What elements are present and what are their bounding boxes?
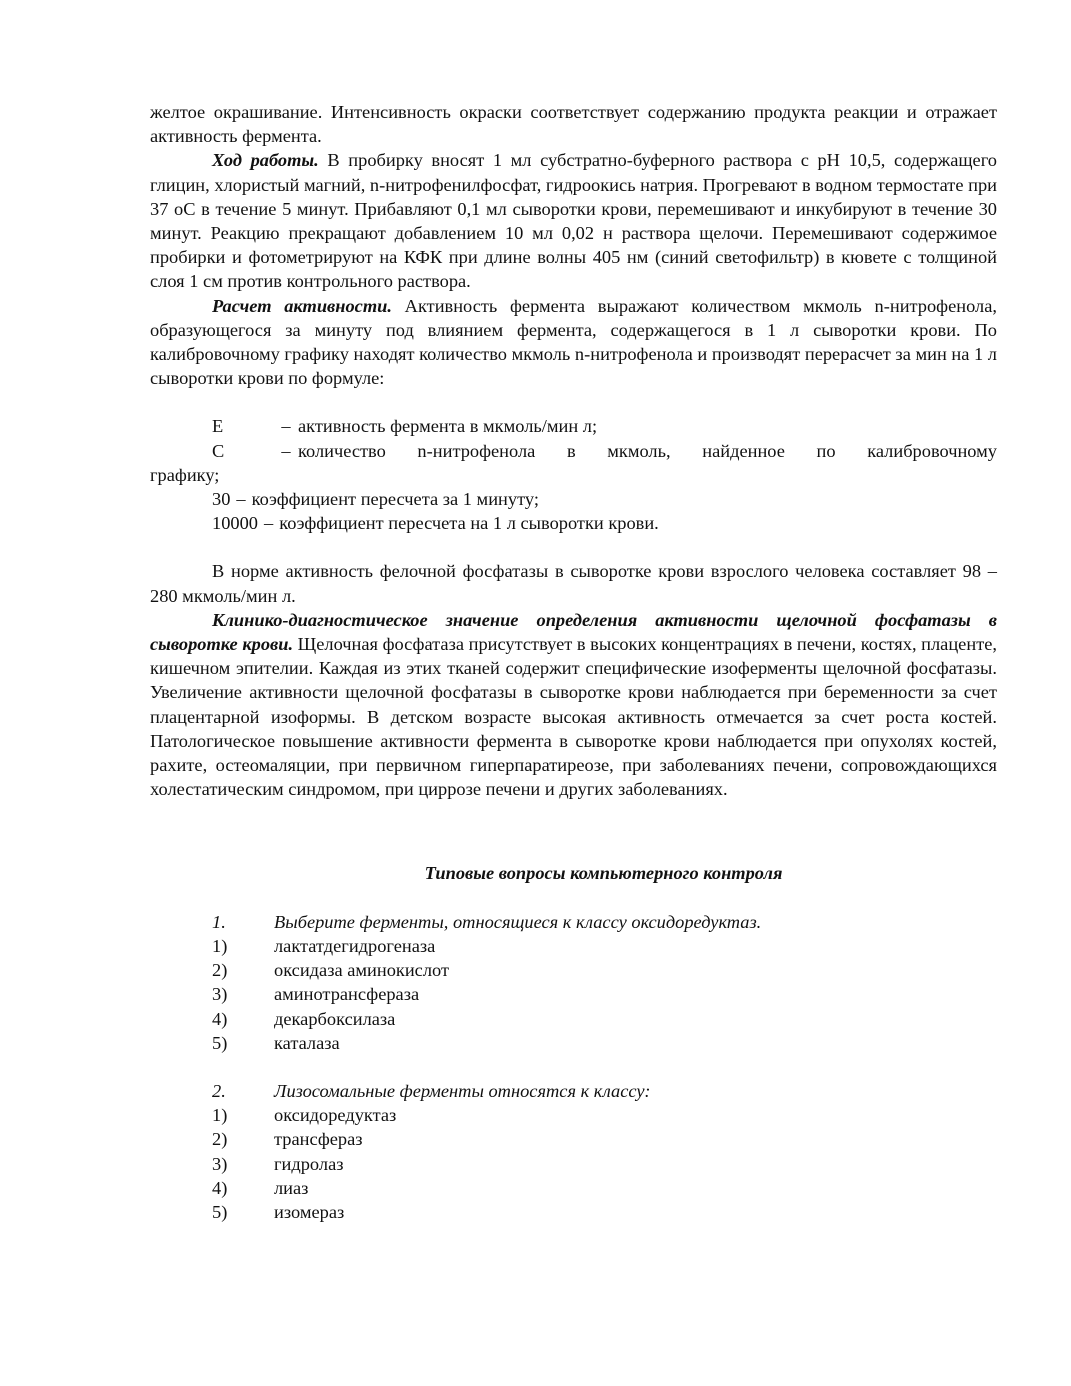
legend-dash: – xyxy=(281,440,291,461)
option-number: 1) xyxy=(212,1105,228,1126)
question-gap-2 xyxy=(150,1055,997,1079)
clinical-paragraph xyxy=(150,608,997,802)
legend-continuation-c: графику; xyxy=(150,464,220,485)
question-text: Выберите ферменты, относящиеся к классу оксидоредуктаз. xyxy=(274,911,762,932)
option-number: 5) xyxy=(212,1032,228,1053)
option-row xyxy=(150,1007,997,1031)
legend-row-30 xyxy=(150,487,997,511)
option-number: 4) xyxy=(212,1008,228,1029)
option-row xyxy=(150,958,997,982)
option-number: 2) xyxy=(212,1129,228,1150)
option-number: 4) xyxy=(212,1177,228,1198)
question-1-title xyxy=(150,910,997,934)
option-number: 5) xyxy=(212,1201,228,1222)
heading-gap xyxy=(150,801,997,861)
option-number: 2) xyxy=(212,960,228,981)
formula-gap xyxy=(150,390,997,414)
legend-row-10000 xyxy=(150,511,997,535)
legend-symbol-10000: 10000 xyxy=(212,513,258,534)
legend-symbol-c: С xyxy=(212,440,225,461)
option-text: декарбоксилаза xyxy=(274,1008,396,1029)
legend-dash: – xyxy=(281,416,291,437)
option-number: 3) xyxy=(212,1153,228,1174)
legend-row-e xyxy=(150,414,997,438)
question-2-title xyxy=(150,1079,997,1103)
option-row xyxy=(150,1152,997,1176)
legend-text-e: активность фермента в мкмоль/мин л; xyxy=(298,416,598,437)
option-text: оксидаза аминокислот xyxy=(274,960,450,981)
norm-gap xyxy=(150,535,997,559)
procedure-label: Ход работы. xyxy=(212,150,319,171)
norm-text: В норме активность фелочной фосфатазы в сыворотке крови взрослого человека составляет 98 – 280 мкмоль/мин л. xyxy=(150,561,997,606)
calculation-paragraph xyxy=(150,294,997,391)
intro-paragraph xyxy=(150,100,997,148)
option-number: 1) xyxy=(212,935,228,956)
option-text: гидролаз xyxy=(274,1153,344,1174)
norm-paragraph xyxy=(150,559,997,607)
option-text: лактатдегидрогеназа xyxy=(274,935,436,956)
legend-text-c: количество n-нитрофенола в мкмоль, найденное по калибровочному xyxy=(298,440,997,461)
procedure-paragraph xyxy=(150,148,997,293)
calculation-text: Активность фермента выражают количеством мкмоль n-нитрофенола, образующегося за минуту под влиянием фермента, содержащегося в 1 л сыворотки крови. По калибровочному графику находят количество мкмоль n-нитрофенола и производят перерасчет за мин на 1 л сыворотки крови по формуле: xyxy=(150,295,997,389)
legend-symbol-30: 30 xyxy=(212,489,231,510)
legend-dash: – xyxy=(236,489,246,510)
option-text: каталаза xyxy=(274,1032,340,1053)
question-number: 2. xyxy=(212,1080,226,1101)
legend-row-c xyxy=(150,439,997,463)
legend-dash: – xyxy=(263,513,274,534)
question-number: 1. xyxy=(212,911,226,932)
question-2 xyxy=(150,1079,997,1224)
question-text: Лизосомальные ферменты относятся к классу: xyxy=(274,1080,651,1101)
option-row xyxy=(150,1127,997,1151)
option-text: изомераз xyxy=(274,1201,345,1222)
option-row xyxy=(150,1031,997,1055)
option-text: оксидоредуктаз xyxy=(274,1105,397,1126)
procedure-text: В пробирку вносят 1 мл субстратно-буферного раствора с pH 10,5, содержащего глицин, хлористый магний, n-нитрофенилфосфат, гидроокись натрия. Прогревают в водном термостате при 37 оС в течение 5 минут. Прибавляют 0,1 мл сыворотки крови, перемешивают и инкубируют в течение 30 минут. Реакцию прекращают добавлением 10 мл 0,02 н раствора щелочи. Перемешивают содержимое пробирки и фотометрируют на КФК при длине волны 405 нм (синий светофильтр) в кювете с толщиной слоя 1 см против контрольного раствора. xyxy=(150,150,997,292)
legend-text-30: коэффициент пересчета за 1 минуту; xyxy=(251,489,539,510)
intro-text: желтое окрашивание. Интенсивность окраски соответствует содержанию продукта реакции и отражает активность фермента. xyxy=(150,102,997,147)
option-number: 3) xyxy=(212,984,228,1005)
clinical-label: Клинико-диагностическое значение определения активности щелочной фосфатазы в сыворотке крови. xyxy=(150,609,997,655)
option-text: трансфераз xyxy=(274,1129,363,1150)
option-text: аминотрансфераза xyxy=(274,984,420,1005)
option-row xyxy=(150,1176,997,1200)
option-row xyxy=(150,1200,997,1224)
clinical-text: Щелочная фосфатаза присутствует в высоких концентрациях в печени, костях, плаценте, кишечном эпителии. Каждая из этих тканей содержит специфические изоферменты щелочной фосфатазы. Увеличение активности щелочной фосфатазы в сыворотке крови наблюдается при беременности за счет плацентарной изоформы. В детском возрасте высокая активность отмечается за счет роста костей. Патологическое повышение активности фермента в сыворотке крови наблюдается при опухолях костей, рахите, остеомаляции, при первичном гиперпаратиреозе, при заболеваниях печени, сопровождающихся холестатическим синдромом, при циррозе печени и других заболеваниях. xyxy=(150,634,997,800)
question-1 xyxy=(150,910,997,1055)
legend-symbol-e: Е xyxy=(212,416,224,437)
legend-text-10000: коэффициент пересчета на 1 л сыворотки крови. xyxy=(279,513,659,534)
option-row xyxy=(150,934,997,958)
option-text: лиаз xyxy=(274,1177,309,1198)
calculation-label: Расчет активности. xyxy=(212,295,392,316)
option-row xyxy=(150,1103,997,1127)
option-row xyxy=(150,982,997,1006)
question-gap-1 xyxy=(150,886,997,910)
document-page xyxy=(150,100,997,1224)
section-heading: Типовые вопросы компьютерного контроля xyxy=(424,863,783,884)
